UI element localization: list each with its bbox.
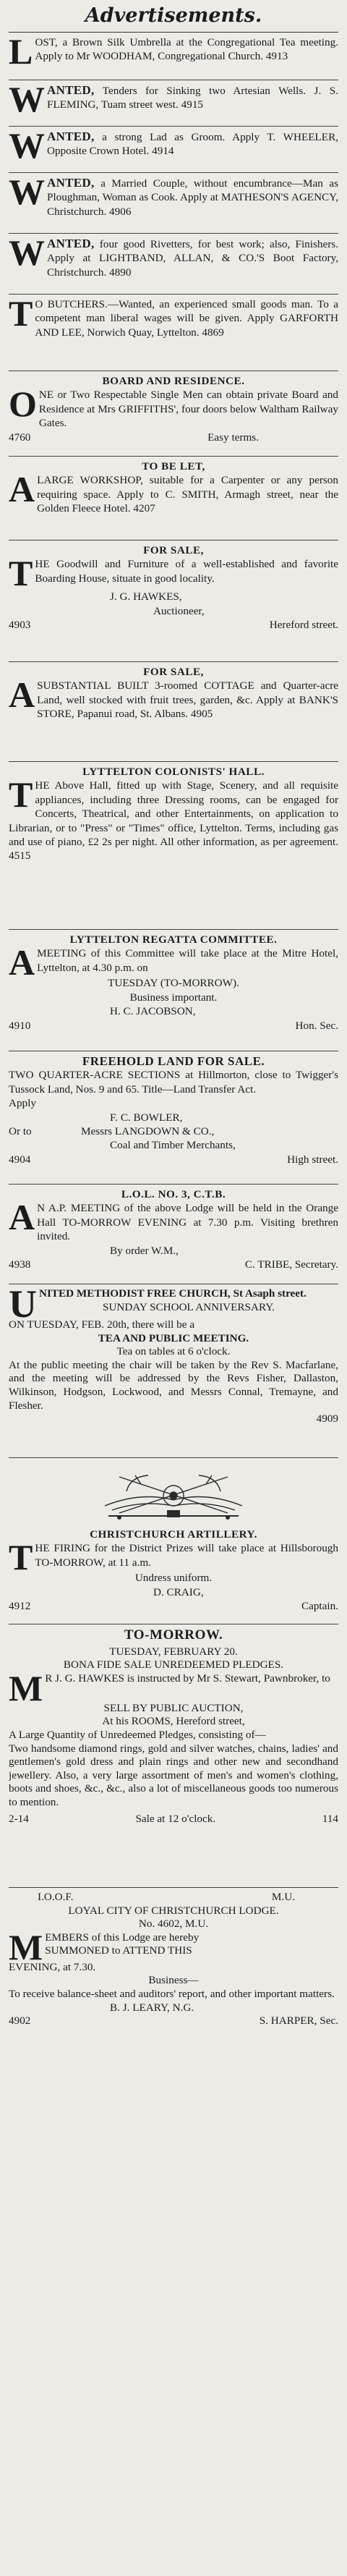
ad-lead: ANTED, bbox=[47, 130, 95, 143]
mu-label: M.U. bbox=[271, 1891, 295, 1903]
drop-cap: W bbox=[9, 127, 45, 166]
ad-number: 4869 bbox=[202, 326, 224, 339]
ad-text: NITED METHODIST FREE CHURCH, St Asaph street. bbox=[39, 1287, 307, 1300]
firm-description: Coal and Timber Merchants, bbox=[110, 1139, 236, 1152]
ad-date-code: 2-14 bbox=[9, 1812, 29, 1825]
ad-lead: ANTED, bbox=[47, 237, 95, 250]
ad-subheading: SUNDAY SCHOOL ANNIVERSARY. bbox=[102, 1300, 275, 1313]
ad-heading: TO-MORROW. bbox=[124, 1627, 223, 1643]
ad-number: 4890 bbox=[109, 266, 132, 279]
ad-number: 4903 bbox=[9, 619, 31, 632]
ad-body: Two handsome diamond rings, gold and silver watches, chains, ladies' and gentlemen's gold dress and plain rings and other new and secondhand jewellery. Also, a very large assortment of men's and women's clothing, boots and shoes, &c., &c., also a lot of miscellaneous goods too numerous to mention. bbox=[9, 1742, 338, 1808]
signatory: H. C. JACOBSON, bbox=[110, 1005, 196, 1018]
auctioneer-name: J. G. HAWKES, bbox=[110, 590, 182, 603]
auction-rooms: At his ROOMS, Hereford street, bbox=[102, 1715, 245, 1728]
ad-wanted-groom bbox=[9, 127, 338, 173]
masthead: Advertisements. bbox=[9, 0, 338, 33]
firm-street: High street. bbox=[287, 1153, 338, 1166]
ad-text: OST, a Brown Silk Umbrella at the Congregational Tea meeting. Apply to Mr WOODHAM, Congregational Church. bbox=[35, 36, 338, 63]
drop-cap: A bbox=[9, 674, 35, 716]
firm-name: Messrs LANGDOWN & CO., bbox=[81, 1125, 215, 1138]
drop-cap: M bbox=[9, 1667, 43, 1708]
meeting-day: TUESDAY (TO-MORROW). bbox=[108, 977, 239, 990]
ad-number: 4910 bbox=[9, 1019, 31, 1032]
apply-label: Apply bbox=[9, 1097, 36, 1110]
ad-lost-umbrella bbox=[9, 33, 338, 80]
drop-cap: A bbox=[9, 942, 35, 983]
by-order: By order W.M., bbox=[110, 1244, 179, 1257]
sale-time: Sale at 12 o'clock. bbox=[135, 1812, 216, 1825]
auctioneer-role: Auctioneer, bbox=[153, 604, 205, 617]
ad-text: EMBERS of this Lodge are hereby bbox=[45, 1931, 200, 1944]
ad-number: 4905 bbox=[190, 708, 213, 721]
signatory: C. TRIBE, Secretary. bbox=[244, 1258, 338, 1271]
ad-number: 4207 bbox=[133, 502, 155, 515]
drop-cap: T bbox=[9, 295, 33, 334]
signatory-secretary: S. HARPER, Sec. bbox=[259, 2014, 338, 2028]
ad-text: Tenders for Sinking two Artesian Wells. J. S. FLEMING, Tuam street west. bbox=[47, 85, 338, 111]
ad-heading: BOARD AND RESIDENCE. bbox=[102, 375, 245, 387]
ad-lol-meeting bbox=[9, 1185, 338, 1284]
ad-number: 4909 bbox=[316, 1412, 338, 1425]
ad-text: N A.P. MEETING of the above Lodge will be held in the Orange Hall TO-MORROW EVENING at 7.30 p.m. Visiting brethren invited. bbox=[37, 1202, 338, 1243]
drop-cap: T bbox=[9, 1537, 33, 1578]
ad-text: a strong Lad as Groom. Apply T. WHEELER, Opposite Crown Hotel. bbox=[47, 131, 338, 158]
ad-number: 4915 bbox=[181, 98, 203, 111]
ad-heading: LYTTELTON COLONISTS' HALL. bbox=[82, 766, 265, 778]
sale-title: BONA FIDE SALE UNREDEEMED PLEDGES. bbox=[63, 1658, 284, 1672]
ad-number: 4914 bbox=[152, 145, 174, 158]
ad-wanted-couple bbox=[9, 173, 338, 234]
ad-text: SUBSTANTIAL BUILT 3-roomed COTTAGE and Quarter-acre Land, well stocked with fruit trees, garden, &c. Apply at BANK'S STORE, Papanui road, St. Albans. bbox=[37, 679, 338, 721]
ad-text: TWO QUARTER-ACRE SECTIONS at Hillmorton, close to Twigger's Tussock Land, Nos. 9 and 65. Title—Land Transfer Act. bbox=[9, 1069, 338, 1096]
ad-methodist-church bbox=[9, 1284, 338, 1458]
ad-pledges-sale bbox=[9, 1624, 338, 1888]
signatory-role: Captain. bbox=[301, 1600, 338, 1613]
ad-body: A Large Quantity of Unredeemed Pledges, consisting of— bbox=[9, 1728, 266, 1741]
drop-cap: W bbox=[9, 80, 45, 119]
dress-note: Undress uniform. bbox=[134, 1572, 213, 1585]
ad-number: 4913 bbox=[265, 50, 288, 63]
ad-to-butchers bbox=[9, 295, 338, 371]
ad-number: 4912 bbox=[9, 1600, 31, 1613]
ad-number: 114 bbox=[322, 1812, 338, 1825]
ad-workshop-to-let bbox=[9, 457, 338, 541]
signatory: D. CRAIG, bbox=[153, 1585, 204, 1598]
ad-heading: LYTTELTON REGATTA COMMITTEE. bbox=[69, 933, 278, 946]
ad-text: NE or Two Respectable Single Men can obtain private Board and Residence at Mrs GRIFFITHS', four doors below Waltham Railway Gates. bbox=[38, 389, 338, 430]
ad-heading: LOYAL CITY OF CHRISTCHURCH LODGE. bbox=[68, 1904, 279, 1917]
drop-cap: T bbox=[9, 774, 33, 815]
ad-christchurch-artillery bbox=[9, 1458, 338, 1624]
ad-number: 4938 bbox=[9, 1258, 31, 1271]
ad-heading: FOR SALE, bbox=[143, 544, 204, 556]
ad-wanted-riveters bbox=[9, 234, 338, 295]
ad-number: 4902 bbox=[9, 2014, 31, 2028]
ioof-label: I.O.O.F. bbox=[38, 1891, 74, 1903]
ad-text: R J. G. HAWKES is instructed by Mr S. Stewart, Pawnbroker, to bbox=[45, 1672, 330, 1685]
ad-heading: L.O.L. NO. 3, C.T.B. bbox=[121, 1188, 226, 1200]
ad-body: At the public meeting the chair will be taken by the Rev S. Macfarlane, and the meeting will be addressed by the Revs Fisher, Dallaston, Wilkinson, Hodgson, Lockwood, and Messrs Connal, Tremayne, and Flesher. bbox=[9, 1358, 338, 1412]
ad-lead: ANTED, bbox=[47, 83, 95, 97]
agent-name: F. C. BOWLER, bbox=[110, 1111, 183, 1124]
ad-number: 4760 bbox=[9, 431, 31, 444]
newspaper-page bbox=[9, 0, 338, 2576]
evening-line: EVENING, at 7.30. bbox=[9, 1960, 96, 1973]
ad-text: O BUTCHERS.—Wanted, an experienced small goods man. To a competent man liberal wages will be given. Apply GARFORTH AND LEE, Norwich Quay, Lyttelton. bbox=[35, 298, 338, 339]
lodge-number: No. 4602, M.U. bbox=[138, 1918, 209, 1931]
ad-regatta-committee bbox=[9, 930, 338, 1051]
ad-text: LARGE WORKSHOP, suitable for a Carpenter or any person requiring space. Apply to C. SMITH, Armagh street, near the Golden Fleece Hotel. bbox=[37, 474, 338, 515]
ad-wanted-tenders bbox=[9, 80, 338, 127]
ad-lead: ANTED, bbox=[47, 176, 95, 190]
ad-note: Easy terms. bbox=[207, 431, 259, 444]
ad-text: ON TUESDAY, FEB. 20th, there will be a bbox=[9, 1318, 195, 1331]
drop-cap: T bbox=[9, 553, 33, 594]
ad-number: 4515 bbox=[9, 850, 31, 863]
ad-heading: FREEHOLD LAND FOR SALE. bbox=[82, 1054, 265, 1068]
ad-note: Business important. bbox=[129, 991, 218, 1004]
ad-goodwill-for-sale bbox=[9, 541, 338, 662]
ad-body: To receive balance-sheet and auditors' report, and other important matters. bbox=[9, 1987, 335, 2000]
ad-text: HE Above Hall, fitted up with Stage, Scenery, and all requisite appliances, including three Dressing rooms, can be engaged for Concerts, Theatrical, and other Entertainments, on application to Librarian, or to "Press" or "Times" office, Lyttelton. Terms, including gas and use of piano, £2 2s per night. All other information, as per agreement. bbox=[9, 779, 338, 849]
drop-cap: M bbox=[9, 1926, 43, 1967]
ad-cottage-for-sale bbox=[9, 662, 338, 762]
public-auction: SELL BY PUBLIC AUCTION, bbox=[103, 1701, 244, 1714]
artillery-ornament bbox=[98, 1462, 249, 1525]
tea-meeting: TEA AND PUBLIC MEETING. bbox=[98, 1331, 249, 1344]
ad-colonists-hall bbox=[9, 762, 338, 930]
ad-board-residence bbox=[9, 371, 338, 457]
drop-cap: L bbox=[9, 33, 33, 72]
ad-heading: CHRISTCHURCH ARTILLERY. bbox=[90, 1528, 257, 1541]
or-label: Or to bbox=[9, 1125, 32, 1138]
ad-loyal-lodge bbox=[9, 1888, 338, 2074]
signatory-role: Hon. Sec. bbox=[295, 1019, 338, 1032]
ad-heading: FOR SALE, bbox=[143, 666, 204, 678]
sale-date: TUESDAY, FEBRUARY 20. bbox=[109, 1645, 238, 1658]
summoned-line: SUMMONED to ATTEND THIS bbox=[45, 1944, 192, 1957]
signatory: B. J. LEARY, N.G. bbox=[110, 2001, 194, 2014]
drop-cap: W bbox=[9, 234, 45, 273]
drop-cap: A bbox=[9, 1197, 35, 1238]
ad-text: a Married Couple, without encumbrance—Man as Ploughman, Woman as Cook. Apply at MATHESON'S AGENCY, Christchurch. bbox=[47, 177, 338, 218]
drop-cap: W bbox=[9, 173, 45, 212]
ad-text: HE Goodwill and Furniture of a well-established and favorite Boarding House, situate in good locality. bbox=[35, 558, 338, 585]
ad-freehold-land bbox=[9, 1051, 338, 1185]
business-label: Business— bbox=[148, 1974, 199, 1987]
ad-number: 4904 bbox=[9, 1153, 31, 1166]
drop-cap: U bbox=[9, 1284, 37, 1326]
drop-cap: A bbox=[9, 469, 35, 510]
ad-text: four good Rivetters, for best work; also, Finishers. Apply at LIGHTBAND, ALLAN, & CO.'S Boot Factory, Christchurch. bbox=[47, 238, 338, 279]
auctioneer-street: Hereford street. bbox=[269, 619, 338, 632]
ad-number: 4906 bbox=[109, 205, 132, 218]
tea-time: Tea on tables at 6 o'clock. bbox=[116, 1345, 231, 1358]
ad-text: HE FIRING for the District Prizes will take place at Hillsborough TO-MORROW, at 11 a.m. bbox=[35, 1542, 338, 1569]
drop-cap: O bbox=[9, 384, 37, 425]
ad-text: MEETING of this Committee will take place at the Mitre Hotel, Lyttelton, at 4.30 p.m. on bbox=[37, 947, 338, 974]
ad-heading: TO BE LET, bbox=[142, 460, 205, 473]
